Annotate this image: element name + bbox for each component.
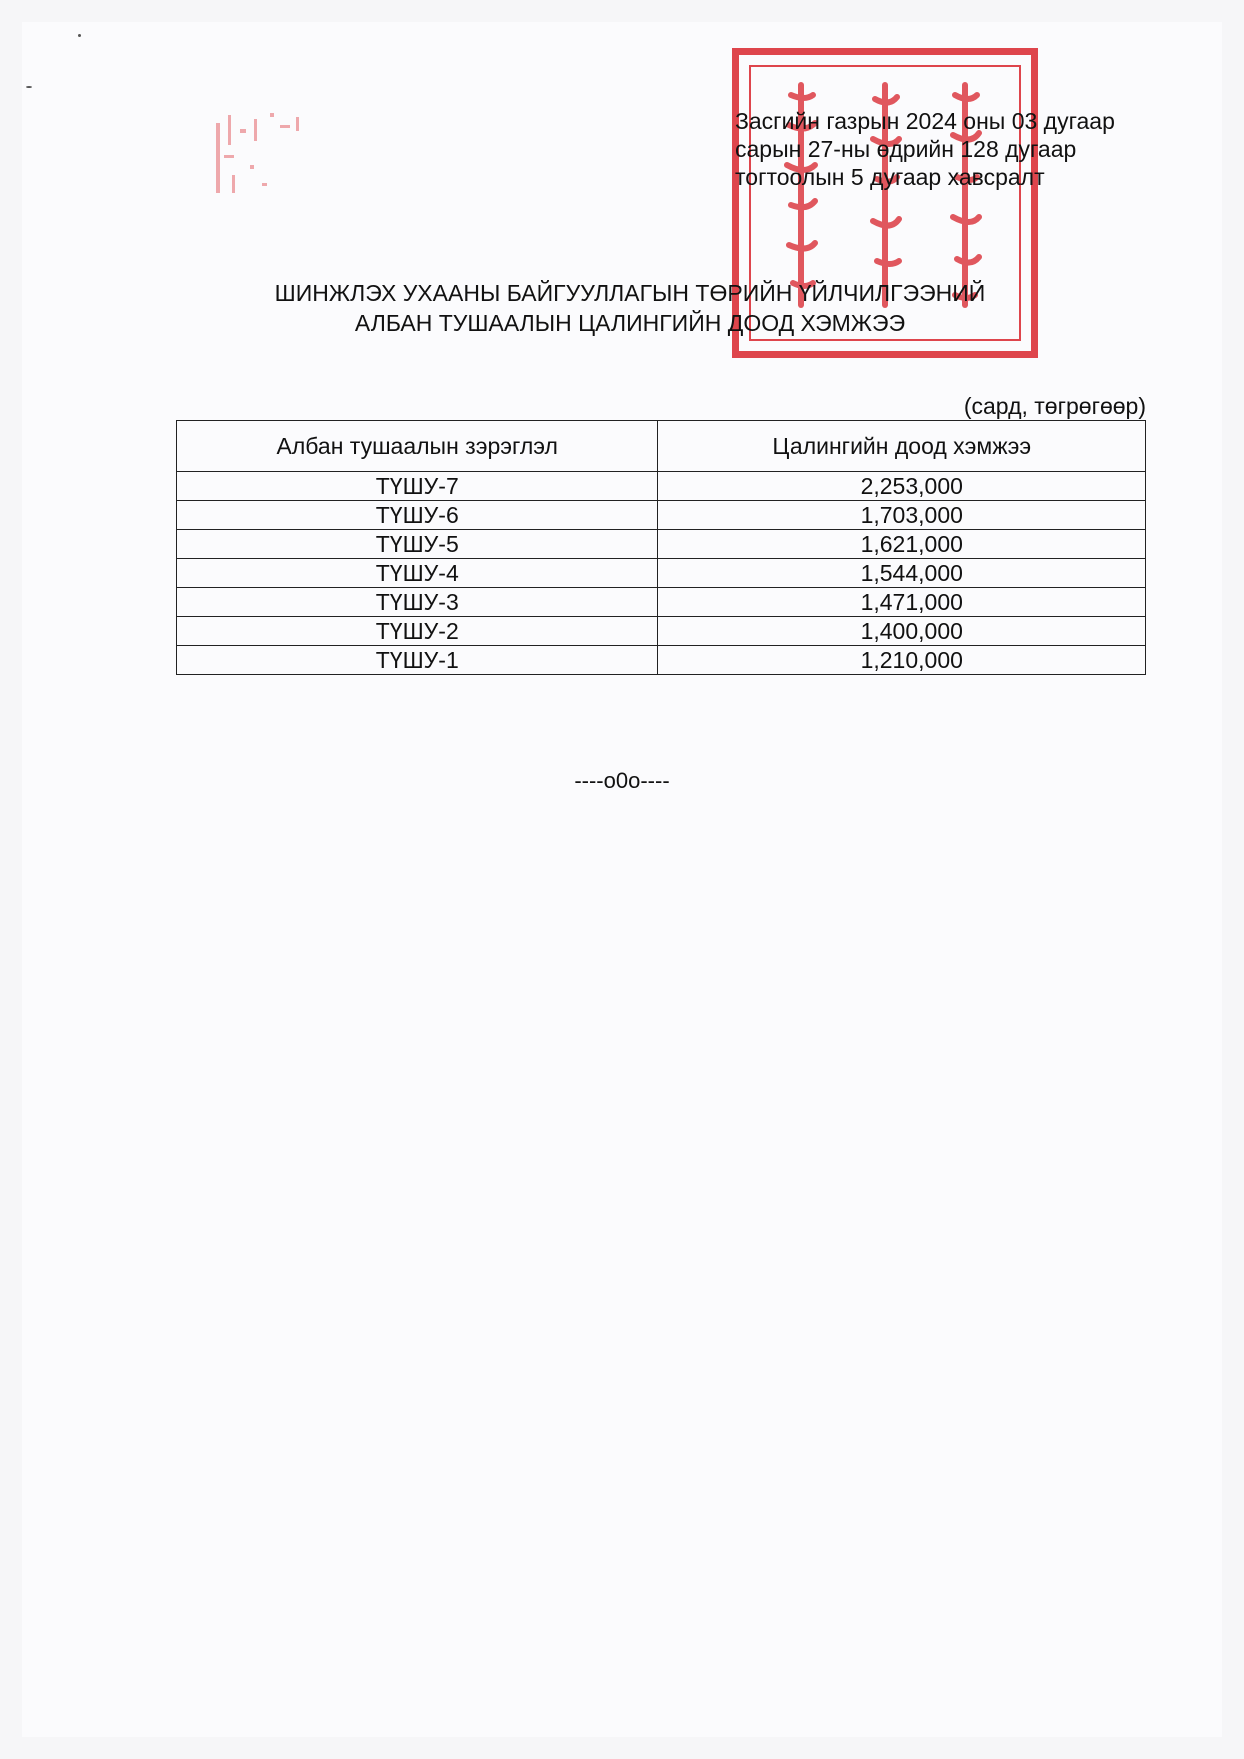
annex-line-3: тогтоолын 5 дугаар хавсралт (735, 164, 1045, 190)
document-title (200, 278, 1060, 338)
header-salary: Цалингийн доод хэмжээ (658, 421, 1146, 472)
grade-cell: ТҮШУ-6 (177, 501, 658, 530)
grade-cell: ТҮШУ-7 (177, 472, 658, 501)
annex-line-1: Засгийн газрын 2024 оны 03 дугаар (735, 108, 1115, 134)
grade-cell: ТҮШУ-2 (177, 617, 658, 646)
salary-cell: 1,544,000 (658, 559, 1146, 588)
table-header-row (177, 421, 1146, 472)
grade-cell: ТҮШУ-1 (177, 646, 658, 675)
scan-speck (26, 86, 32, 88)
salary-cell: 1,210,000 (658, 646, 1146, 675)
table-row (177, 530, 1146, 559)
scan-speck (78, 34, 81, 37)
salary-cell: 1,703,000 (658, 501, 1146, 530)
salary-cell: 1,621,000 (658, 530, 1146, 559)
header-grade: Албан тушаалын зэрэглэл (177, 421, 658, 472)
stamp-smudge (210, 105, 330, 215)
table-row (177, 501, 1146, 530)
unit-note: (сард, төгрөгөөр) (963, 393, 1146, 419)
grade-cell: ТҮШУ-4 (177, 559, 658, 588)
grade-cell: ТҮШУ-5 (177, 530, 658, 559)
table-row (177, 588, 1146, 617)
table-row (177, 472, 1146, 501)
table-row (177, 646, 1146, 675)
salary-table (176, 420, 1146, 675)
grade-cell: ТҮШУ-3 (177, 588, 658, 617)
title-line-2: АЛБАН ТУШААЛЫН ЦАЛИНГИЙН ДООД ХЭМЖЭЭ (354, 310, 906, 336)
salary-cell: 1,471,000 (658, 588, 1146, 617)
annex-line-2: сарын 27-ны өдрийн 128 дугаар (735, 136, 1077, 162)
annex-reference (735, 107, 1115, 191)
salary-cell: 2,253,000 (658, 472, 1146, 501)
title-line-1: ШИНЖЛЭХ УХААНЫ БАЙГУУЛЛАГЫН ТӨРИЙН ҮЙЛЧИЛГЭЭНИЙ (274, 280, 986, 306)
end-of-document-mark: ----o0o---- (574, 768, 670, 793)
table-row (177, 559, 1146, 588)
salary-cell: 1,400,000 (658, 617, 1146, 646)
table-row (177, 617, 1146, 646)
